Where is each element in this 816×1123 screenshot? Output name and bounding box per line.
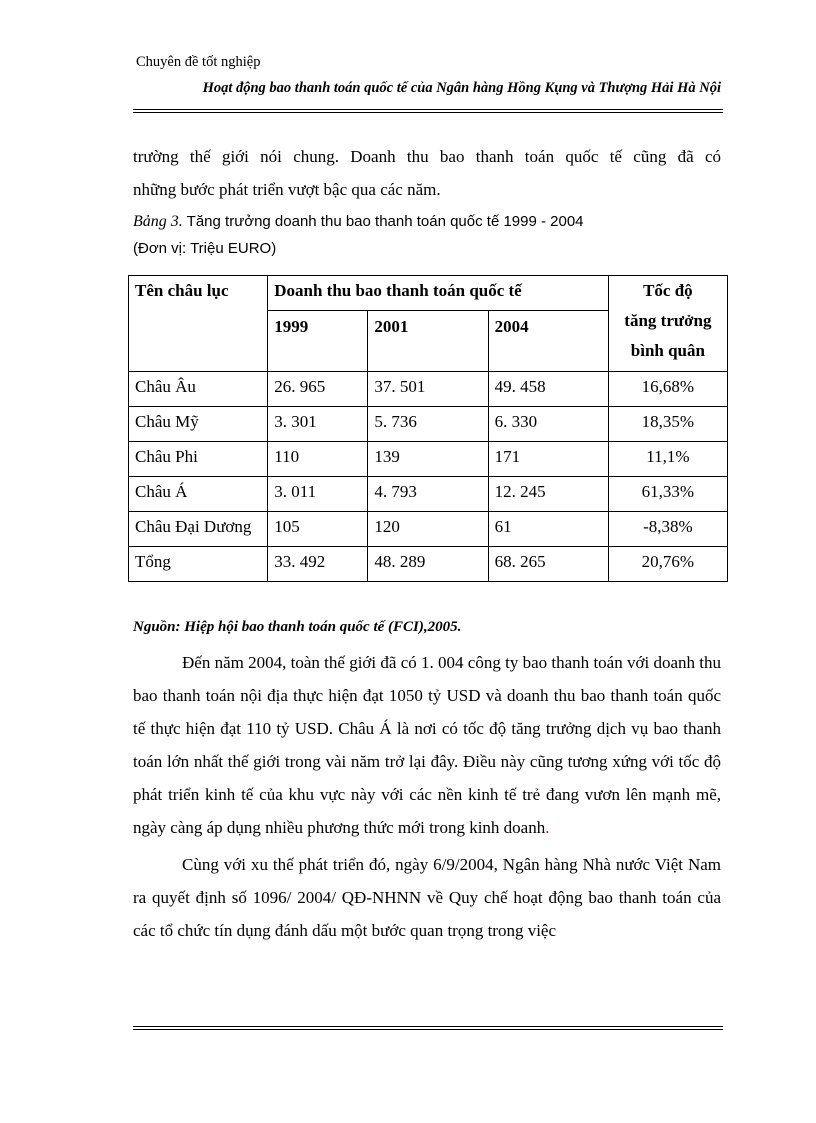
cell-rate: 61,33% bbox=[608, 477, 727, 512]
intro-section bbox=[133, 140, 721, 262]
header-year-2004: 2004 bbox=[488, 311, 608, 372]
cell-2004: 68. 265 bbox=[488, 547, 608, 582]
cell-2001: 48. 289 bbox=[368, 547, 488, 582]
body-section bbox=[133, 646, 721, 947]
table-source: Nguồn: Hiệp hội bao thanh toán quốc tế (FCI),2005. bbox=[133, 619, 462, 635]
table-row-total bbox=[129, 547, 728, 582]
cell-1999: 26. 965 bbox=[268, 372, 368, 407]
header-growth-rate-line1: Tốc độ bbox=[643, 281, 693, 300]
cell-continent: Châu Á bbox=[129, 477, 268, 512]
cell-2001: 5. 736 bbox=[368, 407, 488, 442]
table-caption-label: Bảng 3. bbox=[133, 213, 183, 230]
cell-2001: 120 bbox=[368, 512, 488, 547]
table-row bbox=[129, 442, 728, 477]
cell-rate: 20,76% bbox=[608, 547, 727, 582]
header-divider bbox=[133, 109, 723, 113]
cell-continent: Châu Phi bbox=[129, 442, 268, 477]
paragraph-2: Cùng với xu thế phát triển đó, ngày 6/9/2004, Ngân hàng Nhà nước Việt Nam ra quyết định số 1096/ 2004/ QĐ-NHNN về Quy chế hoạt động bao thanh toán của các tổ chức tín dụng đánh dấu một bước quan trọng trong việc bbox=[133, 855, 721, 940]
cell-rate: -8,38% bbox=[608, 512, 727, 547]
cell-1999: 110 bbox=[268, 442, 368, 477]
header-year-1999: 1999 bbox=[268, 311, 368, 372]
header-revenue: Doanh thu bao thanh toán quốc tế bbox=[268, 276, 609, 311]
intro-line-2: những bước phát triển vượt bậc qua các năm. bbox=[133, 180, 441, 199]
table-row bbox=[129, 512, 728, 547]
header-growth-rate bbox=[608, 276, 727, 372]
table-caption-text: Tăng trưởng doanh thu bao thanh toán quốc tế 1999 - 2004 bbox=[182, 213, 584, 230]
table-caption bbox=[133, 208, 721, 235]
cell-2001: 4. 793 bbox=[368, 477, 488, 512]
table-unit: (Đơn vị: Triệu EURO) bbox=[133, 240, 277, 257]
header-year-2001: 2001 bbox=[368, 311, 488, 372]
cell-2004: 12. 245 bbox=[488, 477, 608, 512]
intro-line-1: trường thế giới nói chung. Doanh thu bao thanh toán quốc tế cũng đã có bbox=[133, 147, 721, 166]
cell-continent: Châu Mỹ bbox=[129, 407, 268, 442]
cell-2001: 139 bbox=[368, 442, 488, 477]
cell-rate: 18,35% bbox=[608, 407, 727, 442]
cell-1999: 33. 492 bbox=[268, 547, 368, 582]
cell-1999: 3. 301 bbox=[268, 407, 368, 442]
cell-rate: 11,1% bbox=[608, 442, 727, 477]
cell-1999: 3. 011 bbox=[268, 477, 368, 512]
cell-1999: 105 bbox=[268, 512, 368, 547]
cell-2004: 171 bbox=[488, 442, 608, 477]
cell-rate: 16,68% bbox=[608, 372, 727, 407]
paragraph-1-end-mark: . bbox=[545, 818, 550, 837]
cell-2004: 61 bbox=[488, 512, 608, 547]
revenue-table bbox=[128, 275, 728, 582]
header-thesis-title: Hoạt động bao thanh toán quốc tế của Ngân hàng Hồng Kụng và Thượng Hải Hà Nội bbox=[202, 80, 721, 96]
cell-continent: Châu Âu bbox=[129, 372, 268, 407]
cell-2004: 6. 330 bbox=[488, 407, 608, 442]
header-growth-rate-line2: tăng trưởng bbox=[624, 311, 712, 330]
paragraph-1 bbox=[133, 646, 721, 844]
cell-2004: 49. 458 bbox=[488, 372, 608, 407]
cell-2001: 37. 501 bbox=[368, 372, 488, 407]
page-header bbox=[136, 52, 721, 98]
table-row bbox=[129, 477, 728, 512]
header-continent: Tên châu lục bbox=[129, 276, 268, 372]
table-row bbox=[129, 407, 728, 442]
footer-divider bbox=[133, 1026, 723, 1030]
header-thesis-label: Chuyên đề tốt nghiệp bbox=[136, 54, 261, 70]
cell-continent: Châu Đại Dương bbox=[129, 512, 268, 547]
table-row bbox=[129, 372, 728, 407]
paragraph-1-text: Đến năm 2004, toàn thế giới đã có 1. 004 công ty bao thanh toán với doanh thu bao thanh toán nội địa thực hiện đạt 1050 tỷ USD và doanh thu bao thanh toán quốc tế thực hiện đạt 110 tỷ USD. Châu Á là nơi có tốc độ tăng trưởng dịch vụ bao thanh toán lớn nhất thế giới trong vài năm trở lại đây. Điều này cũng tương xứng với tốc độ phát triển kinh tế của khu vực này với các nền kinh tế trẻ đang vươn lên mạnh mẽ, ngày càng áp dụng nhiều phương thức mới trong kinh doanh bbox=[133, 653, 721, 837]
cell-continent: Tổng bbox=[129, 547, 268, 582]
header-growth-rate-line3: bình quân bbox=[630, 341, 705, 360]
